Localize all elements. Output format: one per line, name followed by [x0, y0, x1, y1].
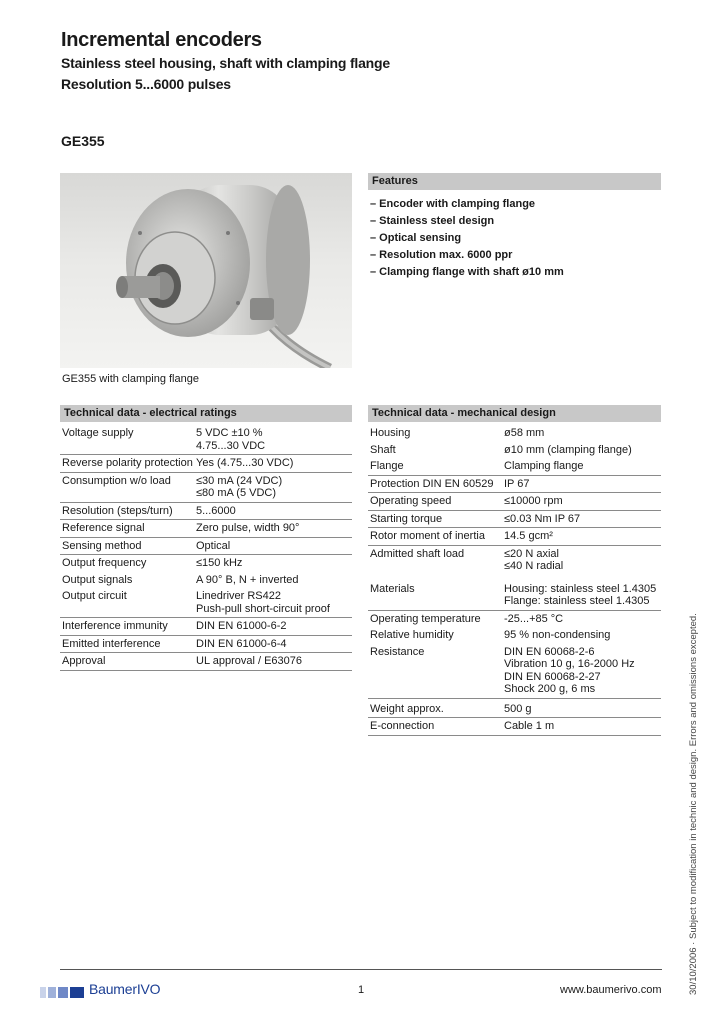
spec-value: DIN EN 60068-2-6 Vibration 10 g, 16-2000 Hz DIN EN 60068-2-27 Shock 200 g, 6 ms — [504, 645, 635, 695]
spec-label: Resolution (steps/turn) — [62, 504, 173, 517]
table-row — [60, 588, 352, 618]
spec-value: Linedriver RS422 Push-pull short-circuit proof — [196, 590, 330, 615]
spec-label: Voltage supply — [62, 427, 134, 439]
spec-label: Resistance — [370, 645, 425, 658]
spec-label: Operating temperature — [370, 612, 481, 625]
feature-item: – Clamping flange with shaft ø10 mm — [370, 266, 564, 278]
spec-label: Shaft — [370, 443, 396, 456]
spec-label: Protection DIN EN 60529 — [370, 477, 494, 490]
spec-value: ≤10000 rpm — [504, 495, 563, 507]
spec-value: Optical — [196, 539, 231, 552]
features-list — [370, 196, 564, 281]
brand-logo-bars — [40, 985, 92, 996]
table-row — [368, 475, 661, 493]
spec-value: DIN EN 61000-6-2 — [196, 620, 287, 632]
brand-logo: BaumerIVO — [89, 981, 161, 997]
page-number: 1 — [358, 984, 365, 996]
table-row — [60, 555, 352, 572]
table-row — [60, 635, 352, 653]
table-row — [368, 510, 661, 528]
spec-value: DIN EN 61000-6-4 — [196, 637, 287, 650]
table-row — [368, 644, 661, 699]
spec-label: Output signals — [62, 573, 133, 586]
table-row — [60, 653, 352, 671]
spec-label: Operating speed — [370, 495, 452, 507]
spec-value: 500 g — [504, 702, 532, 715]
table-row — [60, 537, 352, 555]
features-heading: Features — [368, 173, 661, 190]
spec-label: Approval — [62, 655, 106, 667]
encoder-illustration — [60, 173, 352, 368]
spec-value: UL approval / E63076 — [196, 655, 302, 667]
page-title: Incremental encoders — [61, 29, 262, 51]
model-number: GE355 — [61, 133, 105, 149]
table-row — [60, 572, 352, 589]
feature-item: – Resolution max. 6000 ppr — [370, 249, 513, 261]
spec-label: Reverse polarity protection — [62, 457, 193, 469]
spec-value: ≤0.03 Nm IP 67 — [504, 512, 581, 525]
electrical-heading: Technical data - electrical ratings — [60, 405, 352, 422]
spec-value: ø10 mm (clamping flange) — [504, 443, 632, 456]
table-row — [368, 627, 661, 644]
table-row — [368, 610, 661, 627]
feature-item: – Encoder with clamping flange — [370, 198, 536, 210]
spec-label: Sensing method — [62, 539, 142, 552]
table-row — [368, 718, 661, 736]
spec-value: 5 VDC ±10 % 4.75...30 VDC — [196, 427, 266, 452]
table-row — [368, 425, 661, 442]
spec-label: Consumption w/o load — [62, 474, 171, 487]
product-photo — [60, 173, 352, 368]
spec-label: Emitted interference — [62, 637, 161, 650]
mechanical-heading: Technical data - mechanical design — [368, 405, 661, 422]
table-row — [60, 520, 352, 538]
spec-label: Reference signal — [62, 522, 145, 534]
table-row — [368, 545, 661, 575]
spec-label: Relative humidity — [370, 629, 454, 641]
spec-label: E-connection — [370, 720, 435, 732]
spec-label: Materials — [370, 582, 415, 595]
table-row — [60, 472, 352, 502]
spec-value: Clamping flange — [504, 460, 584, 472]
table-row — [368, 528, 661, 546]
spec-value: 5...6000 — [196, 504, 236, 517]
table-row — [368, 442, 661, 459]
spec-value: Yes (4.75...30 VDC) — [196, 457, 294, 469]
spec-value: -25...+85 °C — [504, 612, 564, 625]
spec-value: ≤20 N axial ≤40 N radial — [504, 547, 564, 572]
footer-divider — [60, 969, 662, 970]
website-link[interactable]: www.baumerivo.com — [560, 984, 662, 996]
spec-value: IP 67 — [504, 477, 530, 490]
spec-value: ø58 mm — [504, 427, 545, 439]
spec-value: A 90° B, N + inverted — [196, 573, 299, 586]
mechanical-table — [368, 425, 661, 736]
spec-label: Interference immunity — [62, 620, 168, 632]
spec-value: Zero pulse, width 90° — [196, 522, 300, 534]
table-row — [368, 698, 661, 718]
spec-label: Starting torque — [370, 512, 443, 525]
electrical-table — [60, 425, 352, 671]
spec-label: Flange — [370, 460, 404, 472]
feature-item: – Optical sensing — [370, 232, 462, 244]
spec-value: 95 % non-condensing — [504, 629, 611, 641]
spec-label: Admitted shaft load — [370, 547, 465, 560]
table-row — [368, 493, 661, 511]
spec-label: Rotor moment of inertia — [370, 530, 485, 542]
table-row — [60, 455, 352, 473]
page-subtitle: Stainless steel housing, shaft with clamping flange — [61, 55, 390, 71]
spec-label: Weight approx. — [370, 702, 444, 715]
table-row — [368, 458, 661, 475]
spec-label: Output circuit — [62, 590, 127, 602]
spec-value: ≤30 mA (24 VDC) ≤80 mA (5 VDC) — [196, 474, 283, 499]
table-row — [368, 575, 661, 611]
disclaimer-note: 30/10/2006 · Subject to modification in technic and design. Errors and omissions excepted. — [688, 613, 699, 995]
resolution-subtitle: Resolution 5...6000 pulses — [61, 76, 231, 92]
table-row — [60, 425, 352, 455]
spec-label: Housing — [370, 427, 411, 439]
table-row — [60, 618, 352, 636]
table-row — [60, 502, 352, 520]
spec-label: Output frequency — [62, 557, 147, 569]
spec-value: Cable 1 m — [504, 720, 555, 732]
spec-value: 14.5 gcm² — [504, 530, 553, 542]
feature-item: – Stainless steel design — [370, 215, 495, 227]
spec-value: Housing: stainless steel 1.4305 Flange: stainless steel 1.4305 — [504, 582, 657, 607]
spec-value: ≤150 kHz — [196, 557, 243, 569]
photo-caption: GE355 with clamping flange — [62, 373, 199, 385]
